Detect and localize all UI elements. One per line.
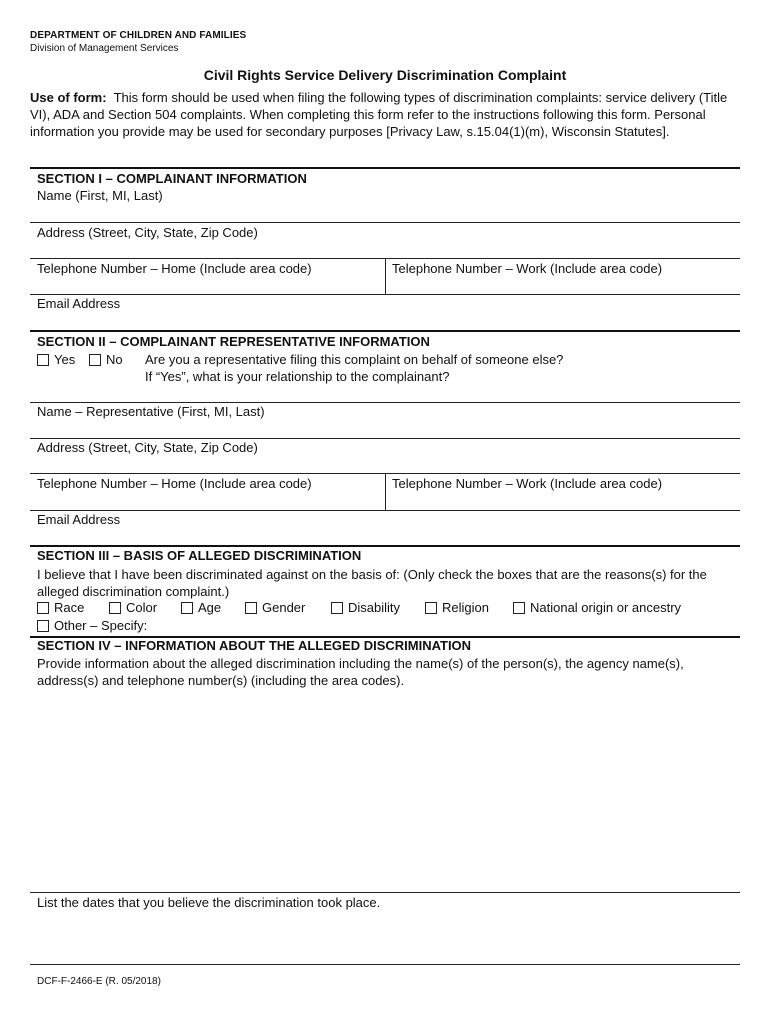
representative-email-field[interactable]: Email Address bbox=[37, 512, 121, 527]
option-other[interactable] bbox=[37, 618, 147, 633]
section1-rule bbox=[30, 167, 740, 169]
age-checkbox[interactable] bbox=[181, 602, 193, 614]
complainant-address-field[interactable]: Address (Street, City, State, Zip Code) bbox=[37, 225, 258, 240]
age-label: Age bbox=[198, 600, 222, 615]
section2-rule bbox=[30, 330, 740, 332]
option-race[interactable] bbox=[37, 600, 84, 615]
complainant-name-field[interactable]: Name (First, MI, Last) bbox=[37, 188, 163, 203]
divider bbox=[30, 964, 740, 965]
religion-checkbox[interactable] bbox=[425, 602, 437, 614]
divider bbox=[385, 473, 386, 510]
basis-intro: I believe that I have been discriminated against on the basis of: (Only check the boxes that are the reasons(s) for the alleged discrimination complaint.) bbox=[37, 567, 707, 599]
use-of-form-label: Use of form: bbox=[30, 90, 107, 105]
yes-checkbox[interactable] bbox=[37, 354, 49, 366]
section3-heading: SECTION III – BASIS OF ALLEGED DISCRIMINATION bbox=[37, 548, 362, 563]
disability-label: Disability bbox=[348, 600, 401, 615]
other-label: Other – Specify: bbox=[54, 618, 148, 633]
discrimination-dates-field[interactable]: List the dates that you believe the discrimination took place. bbox=[37, 895, 381, 910]
no-label: No bbox=[106, 352, 123, 367]
color-label: Color bbox=[126, 600, 158, 615]
yes-label: Yes bbox=[54, 352, 76, 367]
divider bbox=[385, 258, 386, 294]
relationship-field[interactable]: If “Yes”, what is your relationship to the complainant? bbox=[145, 369, 450, 384]
option-religion[interactable] bbox=[425, 600, 489, 615]
representative-phone-work-field[interactable]: Telephone Number – Work (Include area code) bbox=[392, 476, 663, 491]
use-of-form-text: This form should be used when filing the following types of discrimination complaints: service delivery (Title VI), ADA and Section 504 complaints. When completing this form refer to the instructions following this form. Personal information you provide may be used for secondary purposes [Privacy Law, s.15.04(1)(m), Wisconsin Statutes]. bbox=[30, 90, 728, 139]
option-disability[interactable] bbox=[331, 600, 400, 615]
complainant-email-field[interactable]: Email Address bbox=[37, 296, 121, 311]
representative-phone-home-field[interactable]: Telephone Number – Home (Include area code) bbox=[37, 476, 312, 491]
other-checkbox[interactable] bbox=[37, 620, 49, 632]
representative-address-field[interactable]: Address (Street, City, State, Zip Code) bbox=[37, 440, 258, 455]
option-age[interactable] bbox=[181, 600, 221, 615]
representative-choice bbox=[37, 352, 737, 369]
use-of-form bbox=[30, 89, 730, 140]
divider bbox=[30, 402, 740, 403]
representative-question: Are you a representative filing this complaint on behalf of someone else? bbox=[145, 352, 564, 367]
national-origin-checkbox[interactable] bbox=[513, 602, 525, 614]
option-color[interactable] bbox=[109, 600, 157, 615]
gender-checkbox[interactable] bbox=[245, 602, 257, 614]
section4-heading: SECTION IV – INFORMATION ABOUT THE ALLEGED DISCRIMINATION bbox=[37, 638, 472, 653]
gender-label: Gender bbox=[262, 600, 306, 615]
form-number: DCF-F-2466-E (R. 05/2018) bbox=[37, 976, 161, 987]
complainant-phone-work-field[interactable]: Telephone Number – Work (Include area code) bbox=[392, 261, 663, 276]
basis-options bbox=[37, 600, 737, 617]
divider bbox=[30, 222, 740, 223]
color-checkbox[interactable] bbox=[109, 602, 121, 614]
form-title: Civil Rights Service Delivery Discrimination Complaint bbox=[203, 67, 567, 83]
section3-rule bbox=[30, 545, 740, 547]
option-national-origin[interactable] bbox=[513, 600, 681, 615]
discrimination-info-field[interactable]: Provide information about the alleged discrimination including the name(s) of the person(s), the agency name(s), address(s) and telephone number(s) (including the area codes). bbox=[37, 656, 684, 688]
race-checkbox[interactable] bbox=[37, 602, 49, 614]
disability-checkbox[interactable] bbox=[331, 602, 343, 614]
national-origin-label: National origin or ancestry bbox=[530, 600, 682, 615]
divider bbox=[30, 294, 740, 295]
option-gender[interactable] bbox=[245, 600, 305, 615]
divider bbox=[30, 892, 740, 893]
divider bbox=[30, 510, 740, 511]
religion-label: Religion bbox=[442, 600, 489, 615]
representative-name-field[interactable]: Name – Representative (First, MI, Last) bbox=[37, 404, 265, 419]
race-label: Race bbox=[54, 600, 85, 615]
section1-heading: SECTION I – COMPLAINANT INFORMATION bbox=[37, 171, 307, 186]
department-name: DEPARTMENT OF CHILDREN AND FAMILIES bbox=[30, 30, 247, 41]
no-checkbox[interactable] bbox=[89, 354, 101, 366]
no-option[interactable] bbox=[89, 352, 123, 367]
section2-heading: SECTION II – COMPLAINANT REPRESENTATIVE INFORMATION bbox=[37, 334, 430, 349]
complainant-phone-home-field[interactable]: Telephone Number – Home (Include area code) bbox=[37, 261, 312, 276]
yes-option[interactable] bbox=[37, 352, 75, 367]
division-name: Division of Management Services bbox=[30, 43, 179, 54]
divider bbox=[30, 438, 740, 439]
